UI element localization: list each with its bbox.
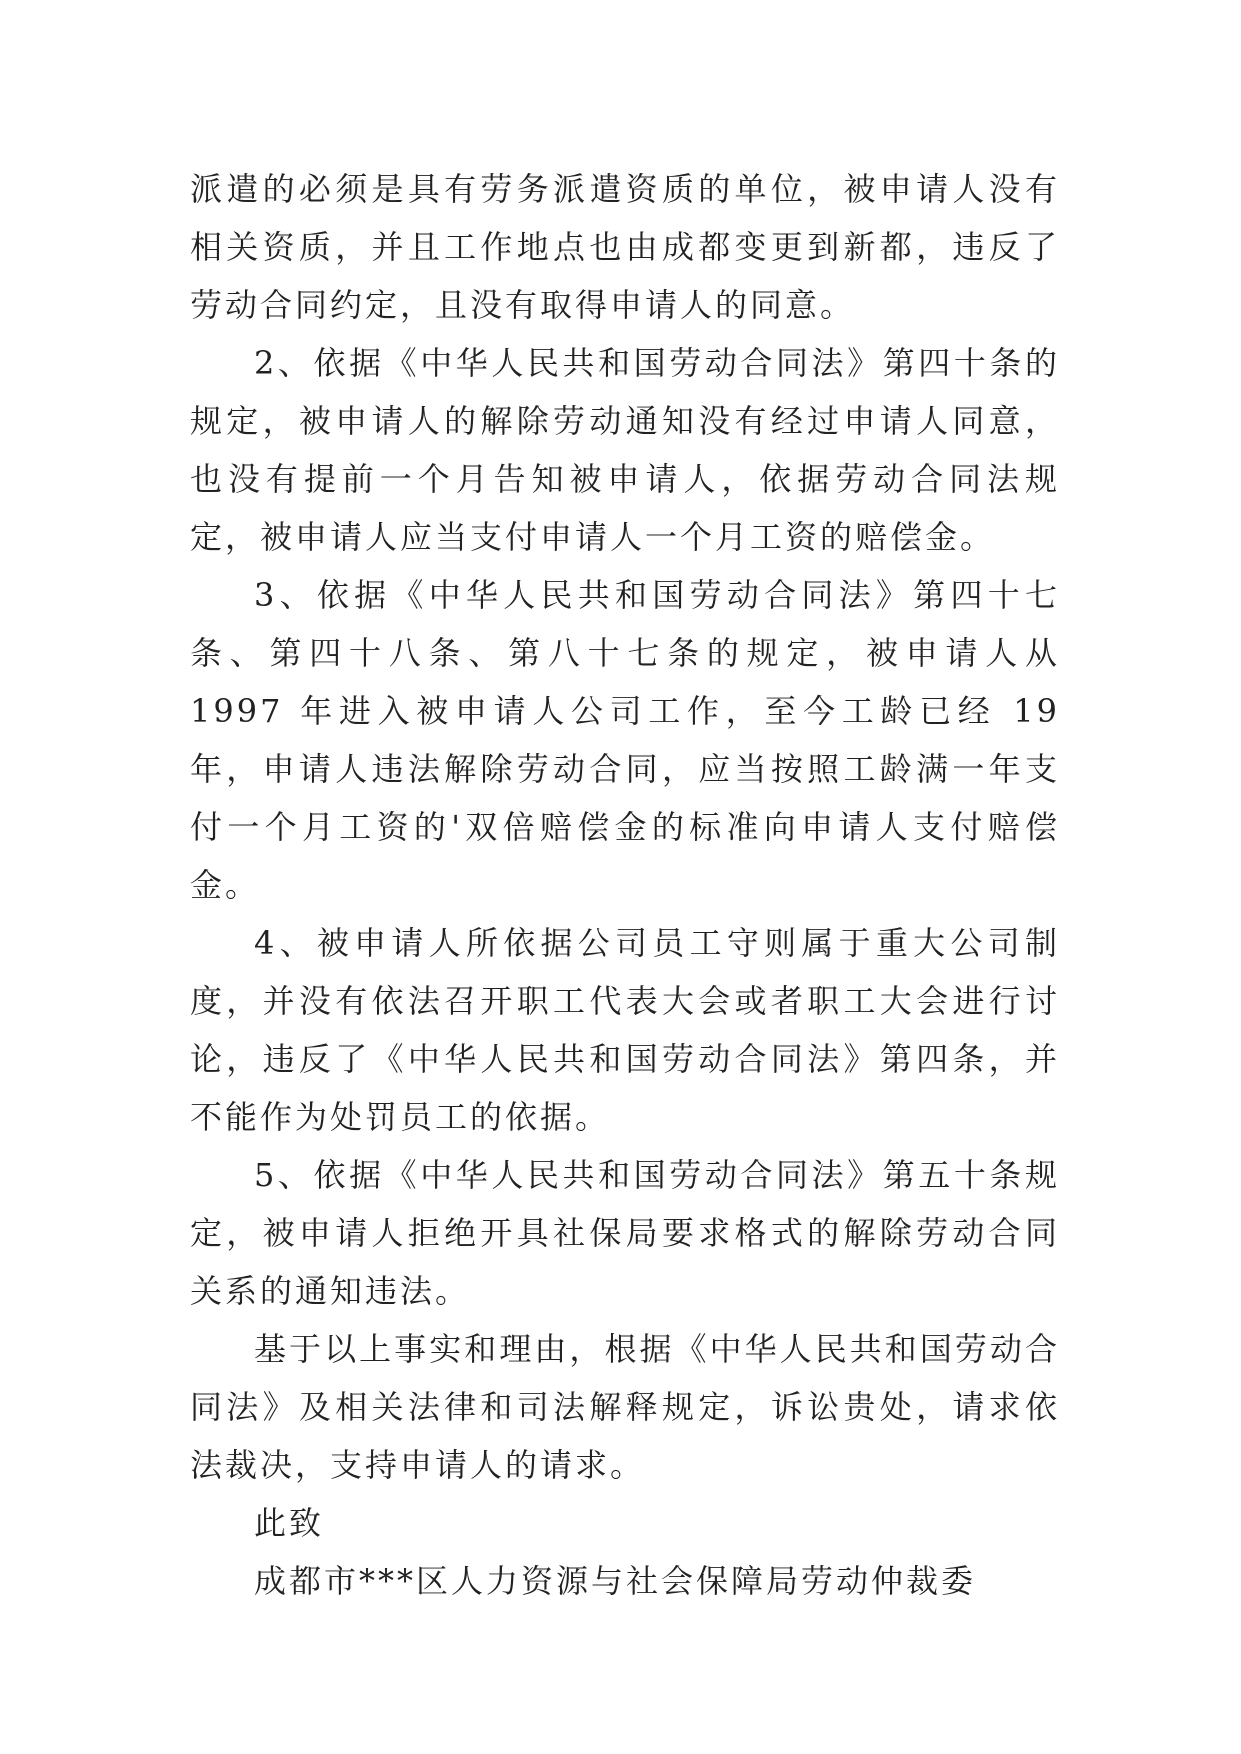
paragraph-conclusion: 基于以上事实和理由，根据《中华人民共和国劳动合同法》及相关法律和司法解释规定，诉讼贵处，请求依法裁决，支持申请人的请求。 (190, 1330, 1060, 1484)
paragraph-item-5: 5、依据《中华人民共和国劳动合同法》第五十条规定，被申请人拒绝开具社保局要求格式的解除劳动合同关系的通知违法。 (190, 1156, 1060, 1310)
paragraph-item-4: 4、被申请人所依据公司员工守则属于重大公司制度，并没有依法召开职工代表大会或者职工大会进行讨论，违反了《中华人民共和国劳动合同法》第四条，并不能作为处罚员工的依据。 (190, 924, 1060, 1136)
salutation: 此致 (254, 1504, 325, 1542)
paragraph-item-2: 2、依据《中华人民共和国劳动合同法》第四十条的规定，被申请人的解除劳动通知没有经过申请人同意，也没有提前一个月告知被申请人，依据劳动合同法规定，被申请人应当支付申请人一个月工资的赔偿金。 (190, 344, 1060, 556)
document-body (190, 160, 1060, 1610)
paragraph-continuation: 派遣的必须是具有劳务派遣资质的单位，被申请人没有相关资质，并且工作地点也由成都变更到新都，违反了劳动合同约定，且没有取得申请人的同意。 (190, 170, 1060, 324)
recipient: 成都市***区人力资源与社会保障局劳动仲裁委 (254, 1562, 977, 1600)
paragraph-item-3: 3、依据《中华人民共和国劳动合同法》第四十七条、第四十八条、第八十七条的规定，被申请人从 1997 年进入被申请人公司工作，至今工龄已经 19 年，申请人违法解除劳动合同，应当按照工龄满一年支付一个月工资的'双倍赔偿金的标准向申请人支付赔偿金。 (190, 576, 1060, 904)
